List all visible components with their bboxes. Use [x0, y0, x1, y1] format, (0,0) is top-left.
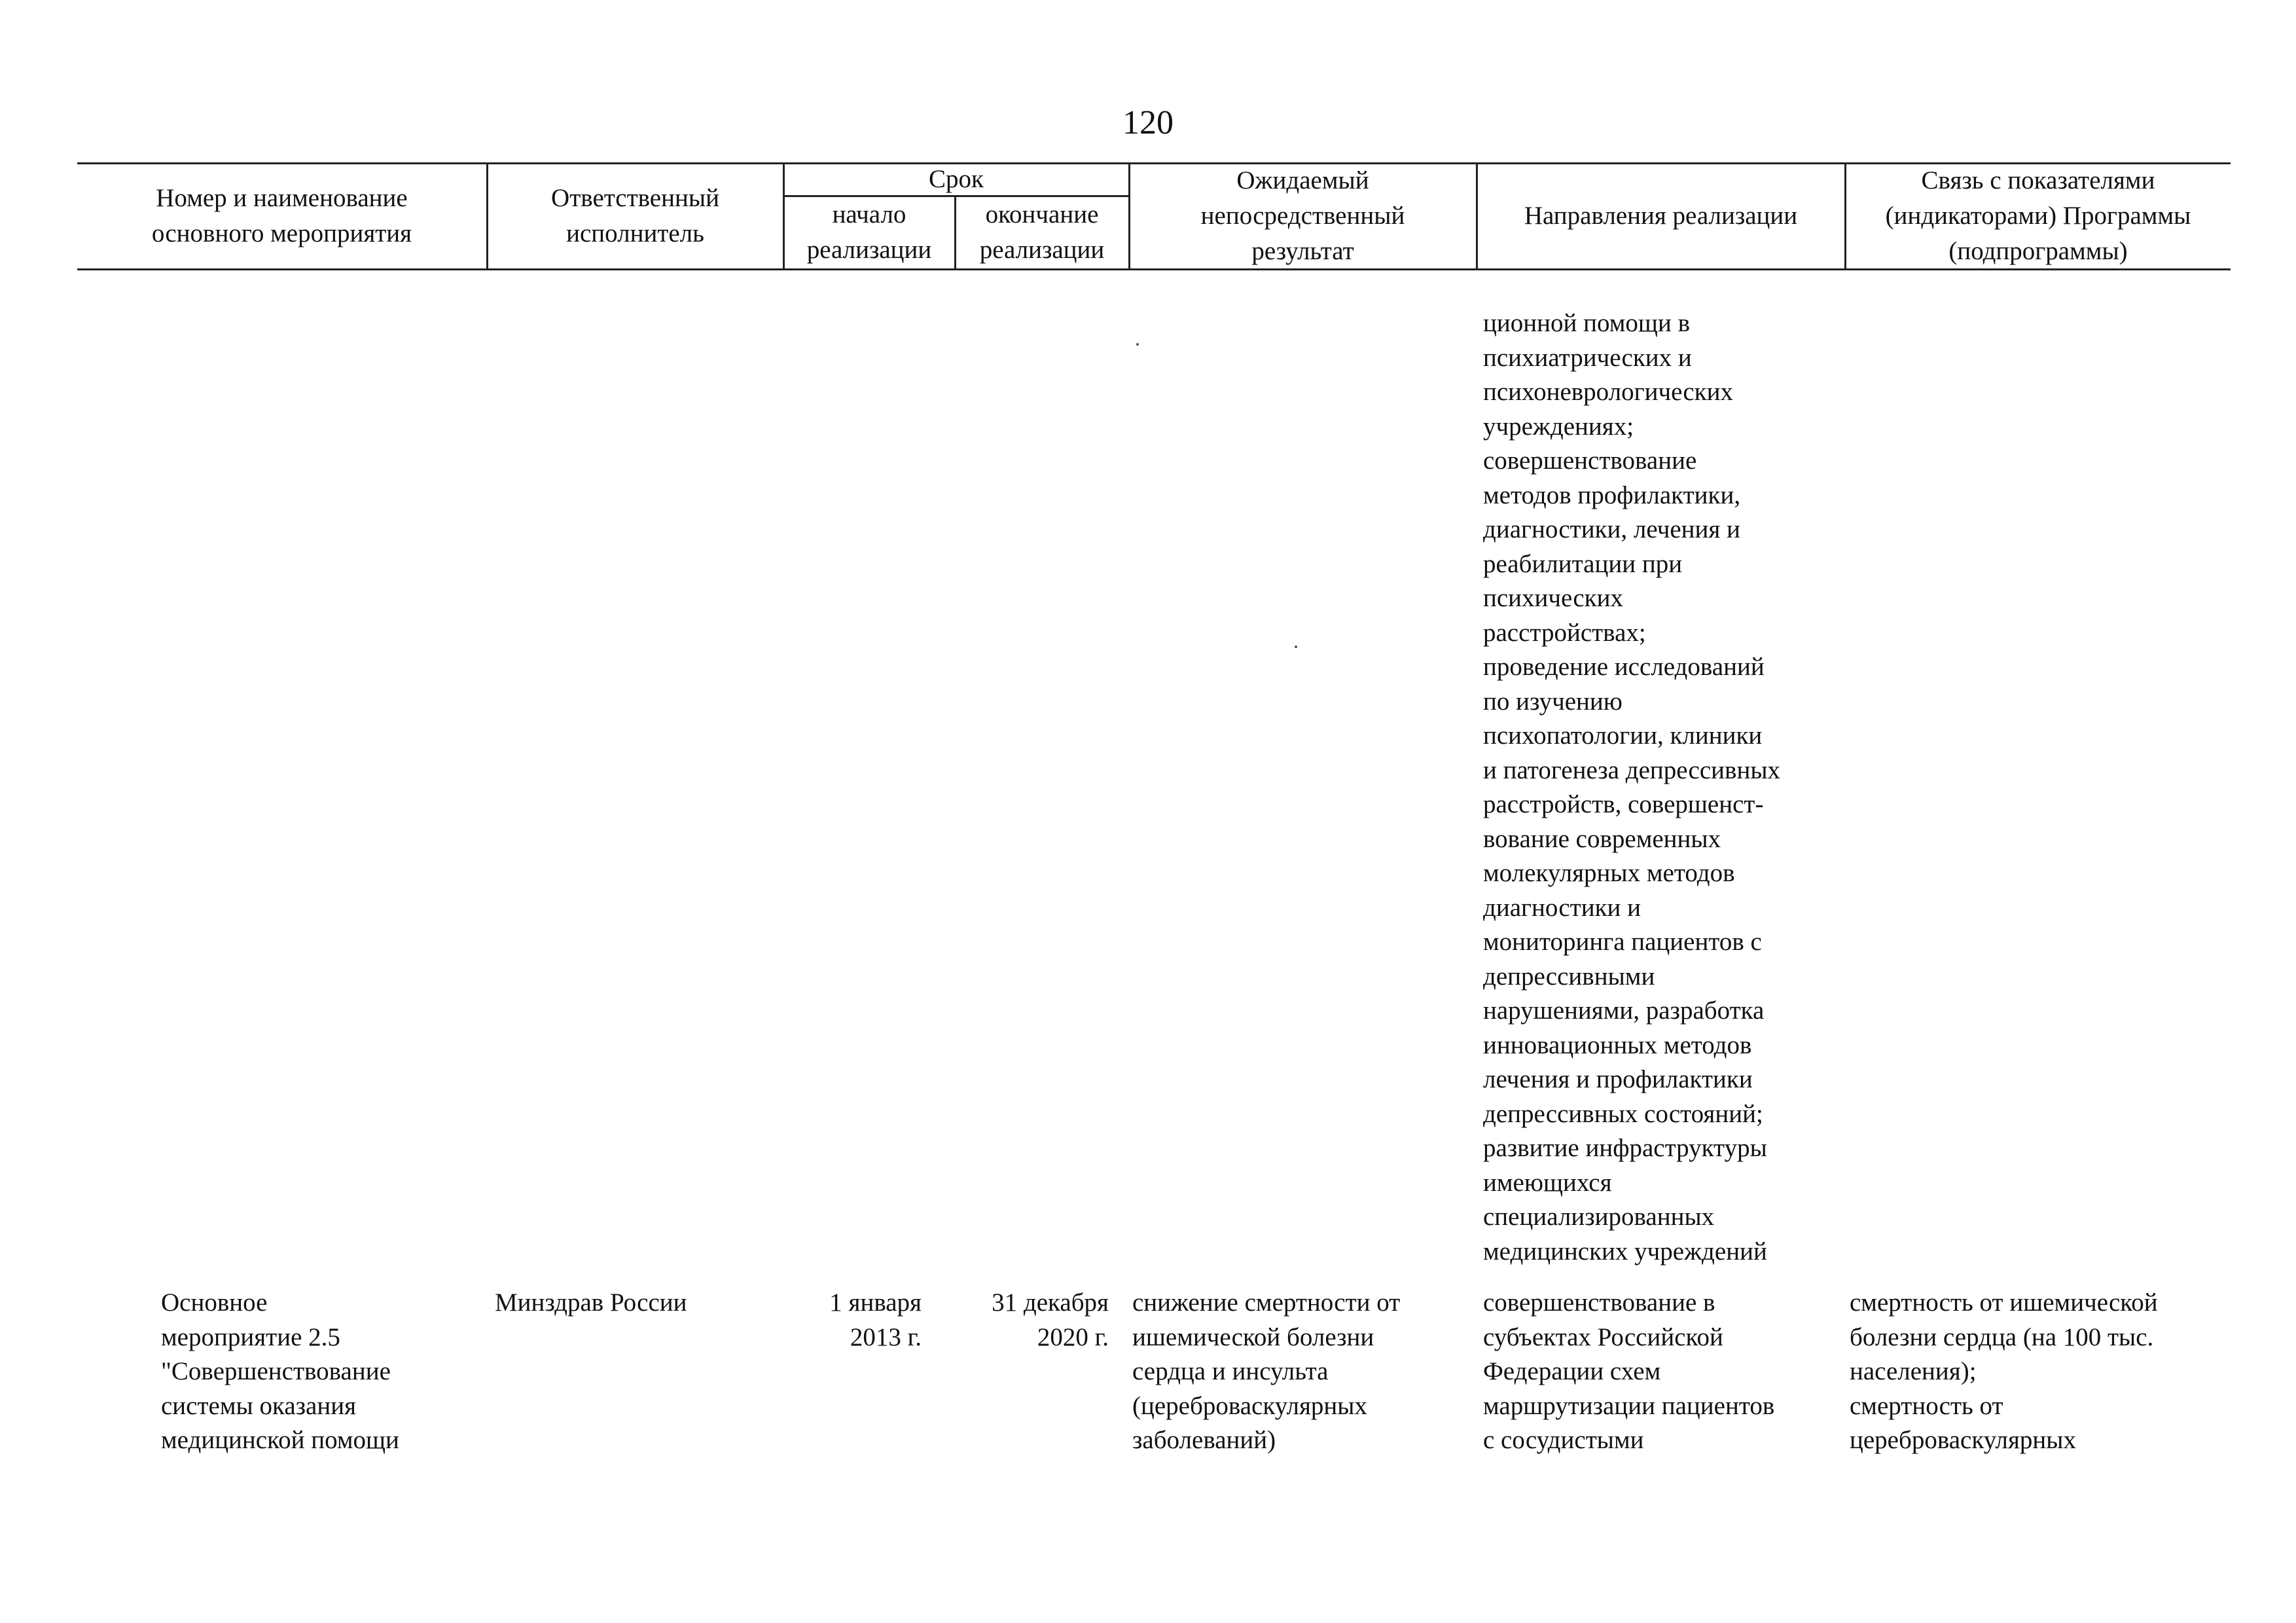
directions [1483, 1286, 1774, 1458]
header-line: Направления реализации [1524, 202, 1798, 230]
header-directions [1477, 164, 1844, 268]
end-date [957, 1286, 1109, 1355]
text-line: населения); [1850, 1357, 1977, 1385]
text-line: депрессивных состояний; [1483, 1099, 1763, 1128]
text-line: Минздрав России [495, 1288, 687, 1317]
header-line: реализации [806, 236, 932, 264]
text-line: совершенствование в [1483, 1288, 1715, 1317]
measure-name [161, 1286, 399, 1458]
text-line: методов профилактики, [1483, 481, 1741, 509]
text-line: депрессивными [1483, 962, 1655, 991]
text-line: медицинских учреждений [1483, 1237, 1767, 1266]
text-line: развитие инфраструктуры [1483, 1134, 1767, 1162]
text-line: по изучению [1483, 687, 1623, 716]
page-number: 120 [1122, 104, 1174, 141]
text-line: инновационных методов [1483, 1030, 1752, 1059]
header-line: результат [1251, 237, 1354, 265]
text-line: Основное [161, 1288, 268, 1317]
text-line: учреждениях; [1483, 412, 1634, 441]
indicators [1850, 1286, 2158, 1458]
text-line: 2013 г. [850, 1322, 922, 1351]
header-line: (индикаторами) Программы [1885, 202, 2191, 230]
text-line: медицинской помощи [161, 1426, 399, 1454]
header-line: Срок [929, 165, 984, 193]
header-executor [488, 164, 783, 268]
header-measure-name [77, 164, 486, 268]
directions-continuation [1483, 306, 1780, 1269]
header-expected-result [1130, 164, 1476, 268]
text-line: "Совершенствование [161, 1357, 391, 1385]
text-line: мониторинга пациентов с [1483, 928, 1762, 956]
text-line: проведение исследований [1483, 653, 1765, 681]
header-line: Связь с показателями [1921, 166, 2155, 194]
header-bottom-border [77, 268, 2231, 270]
text-line: сердца и инсульта [1132, 1357, 1329, 1385]
text-line: реабилитации при [1483, 549, 1683, 578]
text-line: диагностики, лечения и [1483, 515, 1740, 543]
header-end [956, 196, 1128, 268]
header-line: Номер и наименование [156, 184, 408, 212]
text-line: смертность от [1850, 1391, 2003, 1420]
text-line: Федерации схем [1483, 1357, 1661, 1385]
text-line: снижение смертности от [1132, 1288, 1401, 1317]
expected-result [1132, 1286, 1400, 1458]
header-line: окончание [985, 200, 1099, 228]
text-line: лечения и профилактики [1483, 1065, 1753, 1093]
text-line: болезни сердца (на 100 тыс. [1850, 1322, 2154, 1351]
header-line: исполнитель [566, 219, 704, 247]
header-srok [784, 164, 1128, 195]
header-start [784, 196, 954, 268]
start-date [785, 1286, 922, 1355]
text-line: 2020 г. [1037, 1322, 1109, 1351]
header-indicators [1846, 164, 2231, 268]
text-line: ционной помощи в [1483, 309, 1690, 337]
header-line: (подпрограммы) [1948, 237, 2128, 265]
text-line: 1 января [829, 1288, 922, 1317]
text-line: диагностики и [1483, 893, 1641, 922]
text-line: с сосудистыми [1483, 1426, 1644, 1454]
text-line: молекулярных методов [1483, 859, 1735, 887]
text-line: имеющихся [1483, 1168, 1612, 1197]
header-line: основного мероприятия [151, 219, 412, 247]
text-line: субъектах Российской [1483, 1322, 1723, 1351]
scan-speck [1295, 646, 1297, 648]
header-line: начало [832, 200, 906, 228]
text-line: вование современных [1483, 824, 1721, 853]
text-line: 31 декабря [992, 1288, 1109, 1317]
text-line: и патогенеза депрессивных [1483, 756, 1781, 784]
text-line: психопатологии, клиники [1483, 721, 1763, 750]
text-line: (цереброваскулярных [1132, 1391, 1367, 1420]
text-line: специализированных [1483, 1203, 1715, 1231]
text-line: ишемической болезни [1132, 1322, 1374, 1351]
text-line: психиатрических и [1483, 343, 1692, 372]
text-line: заболеваний) [1132, 1426, 1276, 1454]
text-line: маршрутизации пациентов [1483, 1391, 1775, 1420]
text-line: смертность от ишемической [1850, 1288, 2158, 1317]
text-line: психоневрологических [1483, 378, 1734, 406]
text-line: мероприятие 2.5 [161, 1322, 340, 1351]
scan-speck [1136, 343, 1139, 346]
header-line: реализации [979, 236, 1105, 264]
text-line: системы оказания [161, 1391, 357, 1420]
executor [495, 1286, 687, 1321]
text-line: психических [1483, 584, 1623, 612]
text-line: цереброваскулярных [1850, 1426, 2077, 1454]
header-line: Ожидаемый [1236, 166, 1369, 194]
text-line: расстройствах; [1483, 618, 1646, 647]
text-line: нарушениями, разработка [1483, 996, 1765, 1025]
text-line: совершенствование [1483, 447, 1697, 475]
header-line: Ответственный [551, 184, 719, 212]
header-line: непосредственный [1200, 202, 1405, 230]
text-line: расстройств, совершенст- [1483, 790, 1764, 818]
